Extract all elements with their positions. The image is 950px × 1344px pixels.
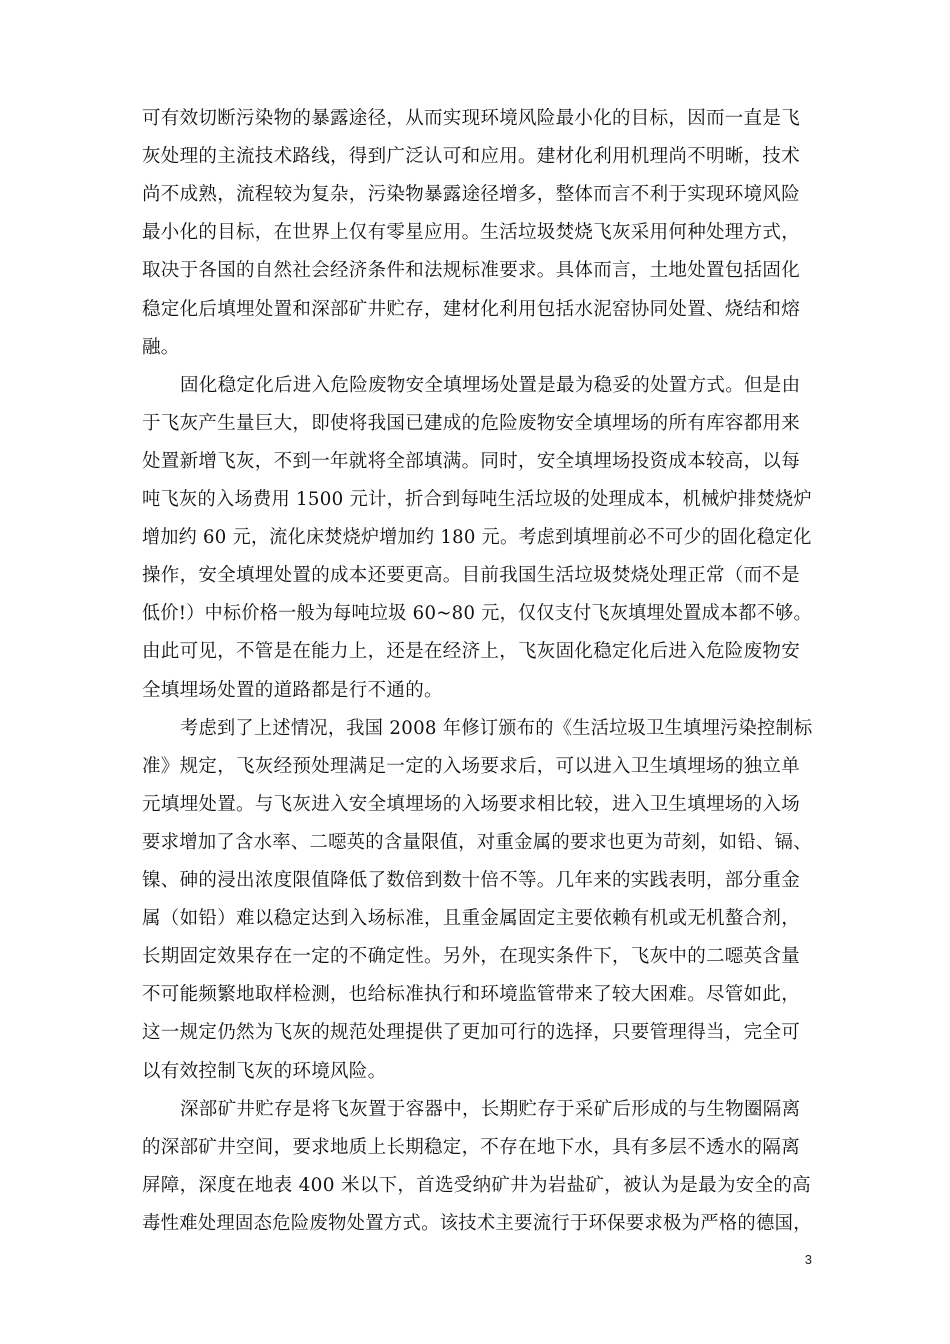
text-line: 处置新增飞灰，不到一年就将全部填满。同时，安全填埋场投资成本较高，以每 (142, 450, 801, 472)
text-line: 低价!）中标价格一般为每吨垃圾 60~80 元，仅仅支付飞灰填埋处置成本都不够。 (142, 603, 812, 625)
text-line: 尚不成熟，流程较为复杂，污染物暴露途径增多，整体而言不利于实现环境风险 (142, 184, 801, 206)
text-line: 屏障，深度在地表 400 米以下，首选受纳矿井为岩盐矿，被认为是最为安全的高 (142, 1174, 811, 1196)
text-line: 由此可见，不管是在能力上，还是在经济上，飞灰固化稳定化后进入危险废物安 (142, 641, 801, 663)
text-line: 于飞灰产生量巨大，即使将我国已建成的危险废物安全填埋场的所有库容都用来 (142, 412, 801, 434)
text-line: 吨飞灰的入场费用 1500 元计，折合到每吨生活垃圾的处理成本，机械炉排焚烧炉 (142, 489, 813, 510)
text-line: 的深部矿井空间，要求地质上长期稳定，不存在地下水，具有多层不透水的隔离 (142, 1136, 801, 1158)
text-line: 准》规定，飞灰经预处理满足一定的入场要求后，可以进入卫生填埋场的独立单 (142, 755, 801, 777)
text-line: 毒性难处理固态危险废物处置方式。该技术主要流行于环保要求极为严格的德国， (142, 1212, 812, 1234)
text-line: 灰处理的主流技术路线，得到广泛认可和应用。建材化利用机理尚不明晰，技术 (142, 146, 801, 168)
text-line: 属（如铅）难以稳定达到入场标准，且重金属固定主要依赖有机或无机螯合剂， (142, 908, 801, 930)
text-line: 长期固定效果存在一定的不确定性。另外，在现实条件下，飞灰中的二噁英含量 (142, 946, 801, 968)
text-line: 深部矿井贮存是将飞灰置于容器中，长期贮存于采矿后形成的与生物圈隔离 (180, 1098, 801, 1120)
text-line: 取决于各国的自然社会经济条件和法规标准要求。具体而言，土地处置包括固化 (142, 260, 801, 282)
text-line: 操作，安全填埋处置的成本还要更高。目前我国生活垃圾焚烧处理正常（而不是 (142, 565, 801, 587)
text-line: 镍、砷的浸出浓度限值降低了数倍到数十倍不等。几年来的实践表明，部分重金 (142, 870, 801, 891)
text-line: 元填埋处置。与飞灰进入安全填埋场的入场要求相比较，进入卫生填埋场的入场 (142, 793, 801, 815)
text-line: 融。 (142, 336, 180, 358)
text-line: 最小化的目标，在世界上仅有零星应用。生活垃圾焚烧飞灰采用何种处理方式， (142, 222, 801, 244)
text-line: 以有效控制飞灰的环境风险。 (142, 1060, 387, 1082)
text-line: 增加约 60 元，流化床焚烧炉增加约 180 元。考虑到填埋前必不可少的固化稳定化 (142, 527, 812, 549)
text-line: 要求增加了含水率、二噁英的含量限值，对重金属的要求也更为苛刻，如铅、镉、 (142, 831, 812, 853)
text-line: 不可能频繁地取样检测，也给标准执行和环境监管带来了较大困难。尽管如此， (142, 984, 801, 1006)
text-line: 固化稳定化后进入危险废物安全填埋场处置是最为稳妥的处置方式。但是由 (180, 374, 801, 396)
text-line: 这一规定仍然为飞灰的规范处理提供了更加可行的选择，只要管理得当，完全可 (142, 1022, 801, 1044)
text-line: 可有效切断污染物的暴露途径，从而实现环境风险最小化的目标，因而一直是飞 (142, 108, 801, 129)
page-number: 3 (804, 1252, 812, 1267)
text-line: 稳定化后填埋处置和深部矿井贮存，建材化利用包括水泥窑协同处置、烧结和熔 (142, 298, 801, 320)
text-line: 考虑到了上述情况，我国 2008 年修订颁布的《生活垃圾卫生填埋污染控制标 (180, 717, 813, 739)
text-line: 全填埋场处置的道路都是行不通的。 (142, 679, 443, 701)
